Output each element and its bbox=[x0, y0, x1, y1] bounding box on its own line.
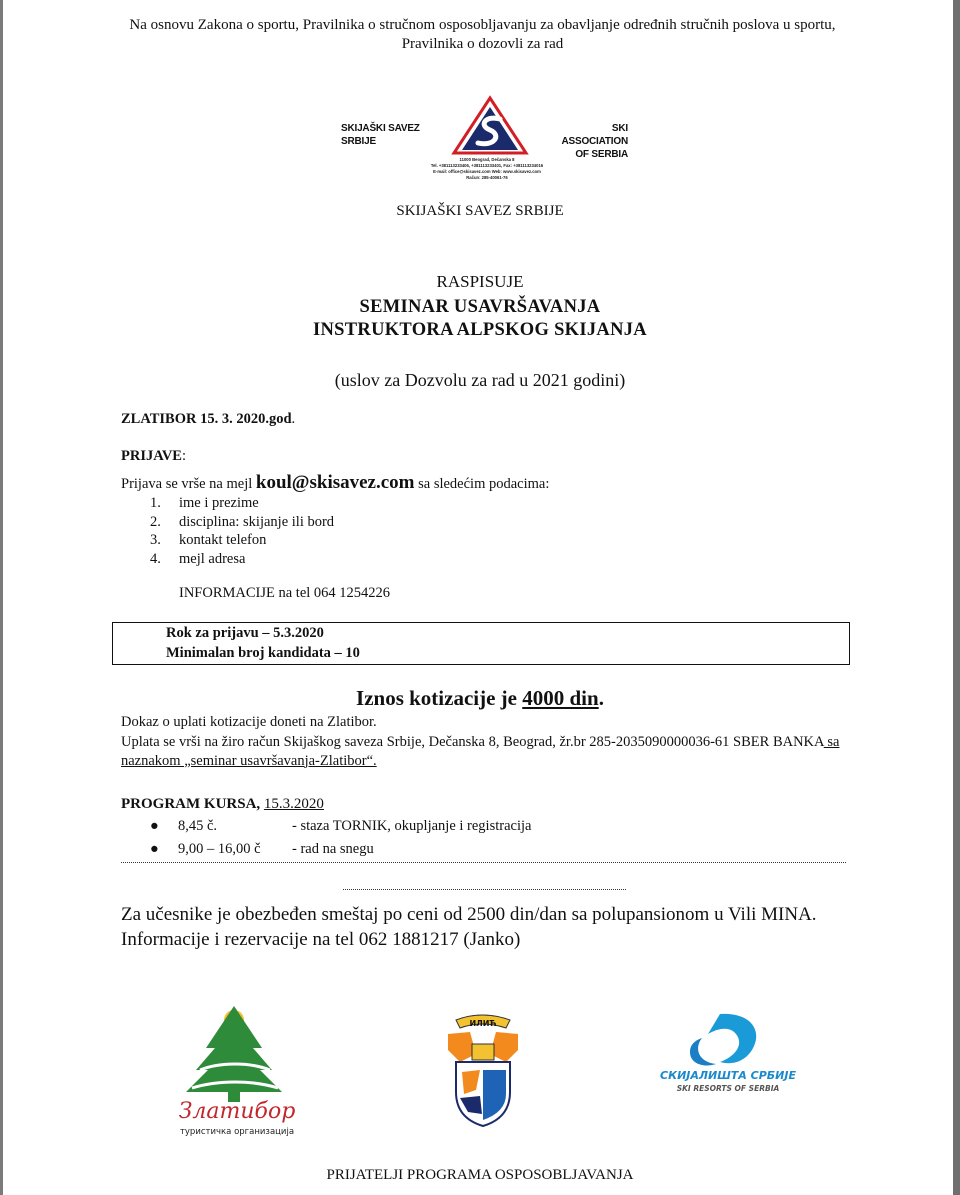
footer-text: PRIJATELJI PROGRAMA OSPOSOBLJAVANJA bbox=[326, 1167, 634, 1183]
payment-text: Uplata se vrši na žiro račun Skijaškog saveza Srbije, Dečanska 8, Beograd, žr.br 285-2035090000036-61 SBER BANKA bbox=[121, 734, 824, 750]
letterhead-left-line1: SKIJAŠKI SAVEZ bbox=[341, 123, 420, 134]
fee-line bbox=[0, 686, 960, 711]
bullet-icon: ● bbox=[150, 841, 159, 857]
fee-amount: 4000 din bbox=[522, 686, 599, 710]
program-date: 15.3.2020 bbox=[263, 796, 324, 812]
address-line: Račun: 285-40061-76 bbox=[466, 175, 508, 180]
seminar-title-line1: SEMINAR USAVRŠAVANJA bbox=[359, 297, 601, 317]
location-date-bold: ZLATIBOR 15. 3. 2020.god bbox=[121, 411, 292, 427]
registration-email-link[interactable]: koul@skisavez.com bbox=[255, 472, 415, 493]
list-item-number: 1. bbox=[150, 495, 161, 511]
letterhead-left-line2: SRBIJE bbox=[341, 136, 376, 147]
registration-label bbox=[121, 448, 186, 465]
program-item bbox=[150, 818, 531, 835]
letterhead-left bbox=[341, 122, 420, 148]
letterhead-right bbox=[550, 122, 628, 161]
payment-details bbox=[121, 733, 851, 770]
deadline-text: Rok za prijavu – 5.3.2020 bbox=[166, 625, 324, 641]
bullet-icon: ● bbox=[150, 818, 159, 834]
list-item-number: 4. bbox=[150, 550, 161, 567]
fee-prefix: Iznos kotizacije je bbox=[356, 686, 523, 710]
list-item-text: ime i prezime bbox=[179, 495, 259, 511]
list-item-text: kontakt telefon bbox=[179, 532, 267, 548]
list-item-text: disciplina: skijanje ili bord bbox=[179, 513, 335, 530]
zlatibor-logo bbox=[170, 1000, 305, 1140]
org-name: SKIJAŠKI SAVEZ SRBIJE bbox=[396, 203, 564, 219]
registration-fields-list bbox=[150, 494, 334, 568]
registration-label-colon: : bbox=[181, 448, 186, 464]
program-item bbox=[150, 841, 374, 858]
registration-label-text: PRIJAVE bbox=[121, 448, 182, 464]
location-date-rest: . bbox=[291, 411, 296, 427]
list-item bbox=[150, 550, 334, 569]
page-edge-left bbox=[0, 0, 3, 1195]
ski-association-logo bbox=[450, 95, 530, 155]
page-edge-right bbox=[953, 0, 960, 1195]
registration-intro-before: Prijava se vrše na mejl bbox=[121, 476, 256, 492]
list-item bbox=[150, 494, 334, 513]
registration-intro bbox=[121, 472, 549, 494]
list-item bbox=[150, 513, 334, 532]
address-line: Tel. +381113233406, +381113233401, Fax: +381113234016 bbox=[430, 163, 544, 168]
address-line: E-mail: office@skisavez.com Web: www.skisavez.com bbox=[433, 169, 541, 174]
resorts-name: СКИЈАЛИШТА СРБИЈЕ bbox=[660, 1069, 796, 1082]
payment-note: sa naznakom „seminar usavršavanja-Zlatibor“. bbox=[121, 734, 840, 769]
list-item-number: 2. bbox=[150, 513, 161, 530]
min-candidates-text: Minimalan broj kandidata – 10 bbox=[166, 645, 360, 661]
fee-suffix: . bbox=[598, 686, 604, 710]
location-date bbox=[121, 411, 295, 428]
coat-of-arms-logo bbox=[440, 1010, 525, 1130]
program-time: 8,45 č. bbox=[178, 818, 218, 834]
payment-proof: Dokaz o uplati kotizacije doneti na Zlatibor. bbox=[121, 714, 377, 730]
coat-label: ИЛИЋ bbox=[469, 1019, 497, 1028]
program-heading bbox=[121, 796, 324, 813]
program-time: 9,00 – 16,00 č bbox=[178, 841, 261, 857]
letterhead-right-line1: SKI ASSOCIATION bbox=[561, 123, 628, 147]
dotted-separator bbox=[343, 889, 626, 890]
info-phone: INFORMACIJE na tel 064 1254226 bbox=[179, 585, 391, 601]
program-desc: - rad na snegu bbox=[292, 841, 374, 857]
announces-heading: RASPISUJE bbox=[436, 272, 524, 291]
accommodation-text: Za učesnike je obezbeđen smeštaj po ceni od 2500 din/dan sa polupansionom u Vili MINA. Informacije i rezervacije na tel 062 1881217 (Janko) bbox=[121, 904, 817, 950]
zlatibor-name: Златибор bbox=[178, 1099, 296, 1124]
address-line: 11000 Beograd, Dečanska 8 bbox=[459, 157, 515, 162]
letterhead-right-line2: OF SERBIA bbox=[575, 149, 628, 160]
seminar-condition: (uslov za Dozvolu za rad u 2021 godini) bbox=[334, 370, 626, 390]
list-item bbox=[150, 531, 334, 550]
zlatibor-sub: туристичка организација bbox=[179, 1127, 295, 1137]
resorts-sub: SKI RESORTS OF SERBIA bbox=[676, 1084, 780, 1093]
intro-text: Na osnovu Zakona o sportu, Pravilnika o stručnom osposobljavanju za obavljanje određnih stručnih poslova u sportu, Pravilnika o dozovli za rad bbox=[129, 17, 836, 52]
program-desc: - staza TORNIK, okupljanje i registracija bbox=[292, 818, 532, 834]
seminar-title-line2: INSTRUKTORA ALPSKOG SKIJANJA bbox=[313, 320, 647, 340]
dotted-separator bbox=[121, 862, 846, 863]
program-label: PROGRAM KURSA, bbox=[121, 796, 264, 812]
ski-resorts-logo bbox=[650, 1010, 805, 1100]
registration-intro-after: sa sledećim podacima: bbox=[414, 476, 550, 492]
list-item-text: mejl adresa bbox=[179, 550, 246, 567]
letterhead-address bbox=[412, 157, 562, 181]
list-item-number: 3. bbox=[150, 532, 161, 548]
